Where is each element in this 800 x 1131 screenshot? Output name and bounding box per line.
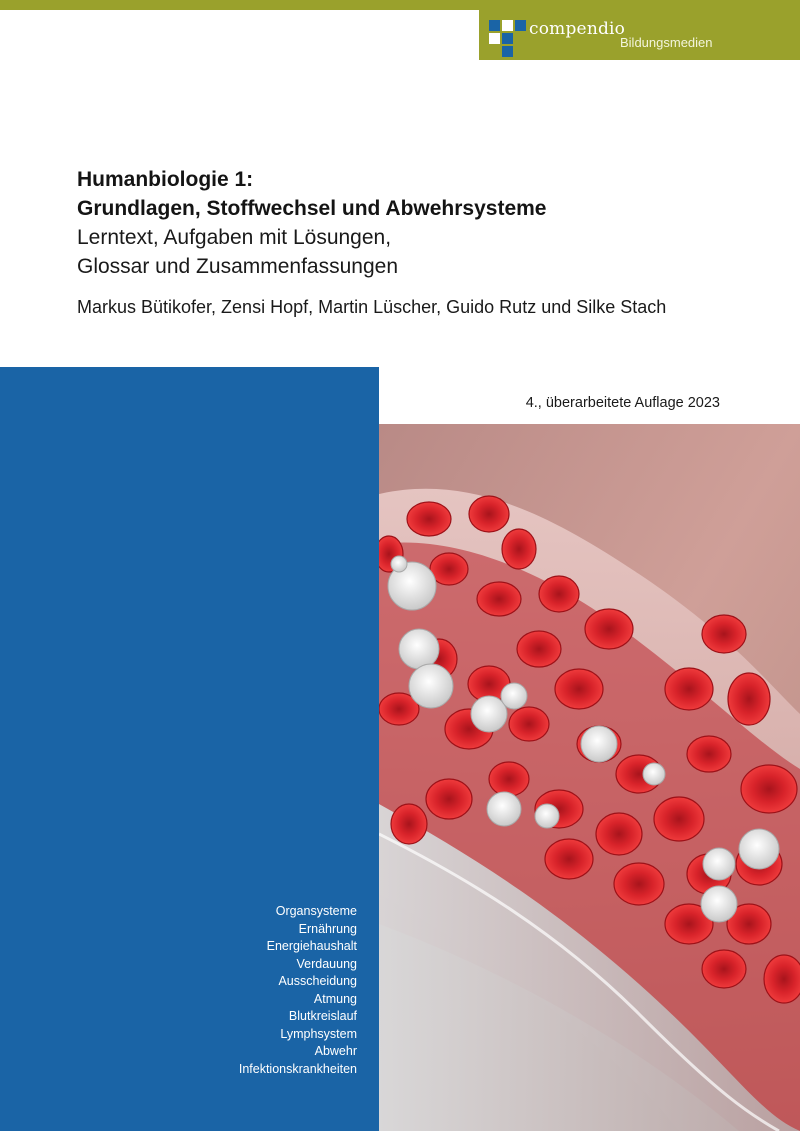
topic-item: Organsysteme (275, 904, 357, 918)
topic-item: Infektionskrankheiten (238, 1061, 357, 1076)
topic-item: Ausscheidung (278, 974, 357, 988)
topic-item: Ernährung (298, 921, 357, 936)
compendio-logo-icon (489, 20, 529, 60)
title-block (77, 165, 777, 281)
blue-side-panel (0, 367, 379, 1131)
book-title-line-2: Grundlagen, Stoffwechsel und Abwehrsysteme (77, 197, 547, 220)
brand-subtitle: Bildungsmedien (620, 35, 713, 50)
book-title-line-1: Humanbiologie 1: (77, 168, 254, 191)
authors: Markus Bütikofer, Zensi Hopf, Martin Lüscher, Guido Rutz und Silke Stach (77, 297, 667, 317)
book-subtitle-line-1: Lerntext, Aufgaben mit Lösungen, (77, 226, 392, 249)
brand-name: compendio (529, 19, 626, 39)
top-stripe (0, 0, 800, 10)
blood-vessel-illustration (379, 424, 800, 1131)
topic-item: Energiehaushalt (266, 939, 357, 953)
topic-item: Verdauung (296, 956, 357, 971)
publisher-brand (479, 10, 800, 60)
book-subtitle-line-2: Glossar und Zusammenfassungen (77, 255, 398, 278)
edition-note: 4., überarbeitete Auflage 2023 (525, 395, 720, 411)
topic-item: Lymphsystem (280, 1026, 357, 1041)
topic-item: Atmung (313, 991, 357, 1006)
topic-list (239, 903, 357, 1078)
topic-item: Blutkreislauf (288, 1009, 357, 1023)
topic-item: Abwehr (314, 1044, 357, 1058)
